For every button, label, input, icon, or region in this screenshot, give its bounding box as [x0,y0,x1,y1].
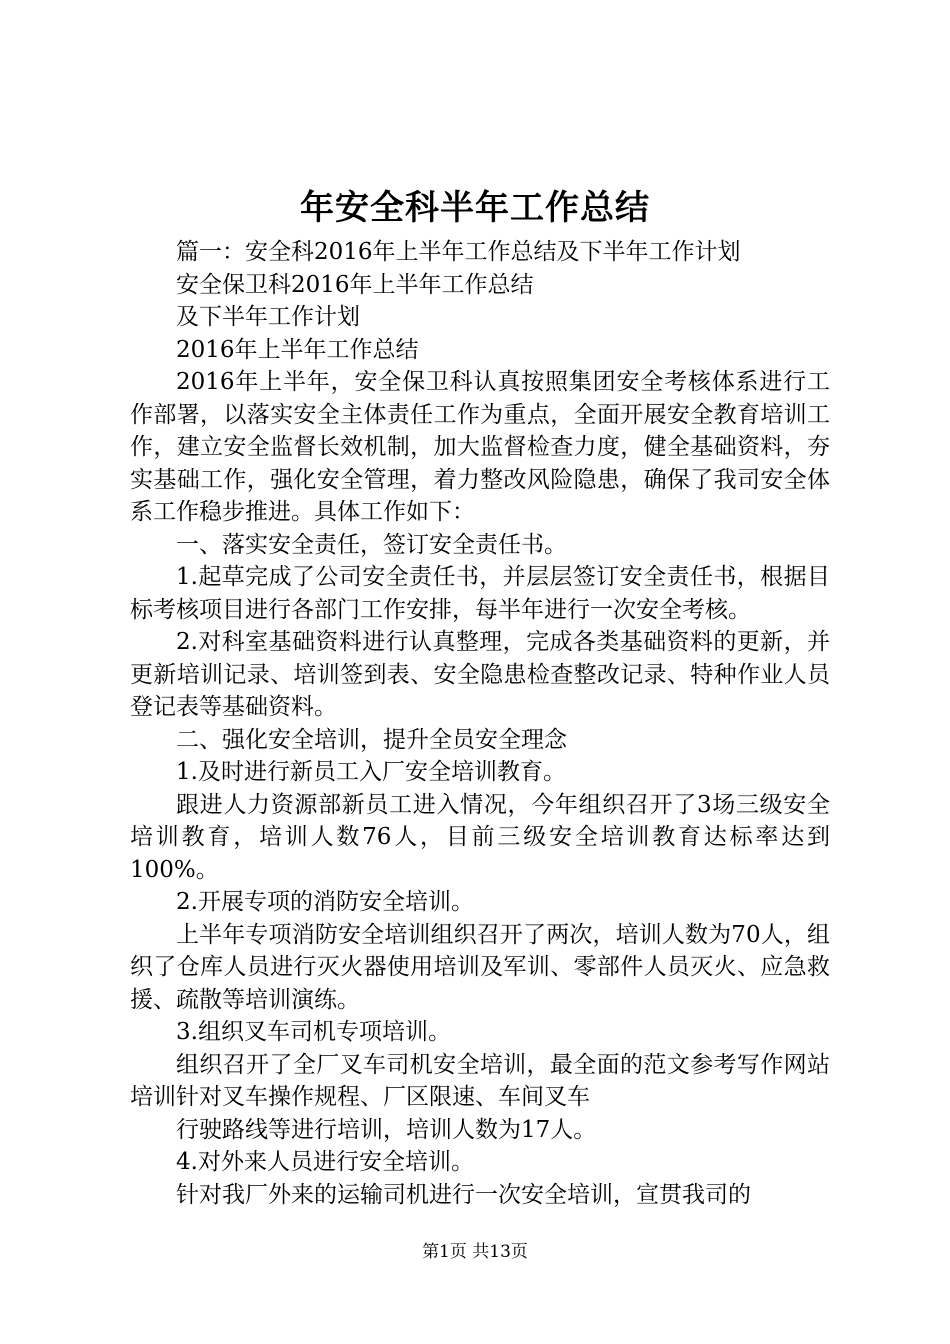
paragraph: 篇一：安全科2016年上半年工作总结及下半年工作计划 [176,239,741,265]
paragraph: 1.及时进行新员工入厂安全培训教育。 [176,759,566,785]
paragraph: 2.对科室基础资料进行认真整理，完成各类基础资料的更新，并更新培训记录、培训签到表、安全隐患检查整改记录、特种作业人员登记表等基础资料。 [130,629,830,720]
paragraph: 组织召开了全厂叉车司机安全培训，最全面的范文参考写作网站培训针对叉车操作规程、厂区限速、车间叉车 [130,1051,830,1110]
paragraph: 2.开展专项的消防安全培训。 [176,889,474,915]
paragraph: 安全保卫科2016年上半年工作总结 [176,271,534,298]
section-heading: 一、落实安全责任，签订安全责任书。 [176,531,567,558]
page-footer: 第1页 共13页 [422,1242,528,1262]
paragraph: 及下半年工作计划 [176,304,360,330]
paragraph: 2016年上半年工作总结 [176,336,419,363]
paragraph: 针对我厂外来的运输司机进行一次安全培训，宣贯我司的 [176,1181,751,1208]
paragraph: 跟进人力资源部新员工进入情况，今年组织召开了3场三级安全培训教育，培训人数76人，目前三级安全培训教育达标率达到100%。 [130,791,830,883]
paragraph: 上半年专项消防安全培训组织召开了两次，培训人数为70人，组织了仓库人员进行灭火器使用培训及军训、零部件人员灭火、应急救援、疏散等培训演练。 [130,921,830,1013]
paragraph: 行驶路线等进行培训，培训人数为17人。 [176,1116,597,1143]
document-title: 年安全科半年工作总结 [300,188,650,228]
paragraph: 1.起草完成了公司安全责任书，并层层签订安全责任书，根据目标考核项目进行各部门工作安排，每半年进行一次安全考核。 [130,564,830,623]
paragraph: 3.组织叉车司机专项培训。 [176,1019,451,1045]
section-heading: 二、强化安全培训，提升全员安全理念 [176,726,567,753]
document-body [130,236,830,1211]
paragraph: 2016年上半年，安全保卫科认真按照集团安全考核体系进行工作部署，以落实安全主体责任工作为重点，全面开展安全教育培训工作，建立安全监督长效机制，加大监督检查力度，健全基础资料，夯实基础工作，强化安全管理，着力整改风险隐患，确保了我司安全体系工作稳步推进。具体工作如下： [130,369,830,525]
paragraph: 4.对外来人员进行安全培训。 [176,1149,474,1175]
